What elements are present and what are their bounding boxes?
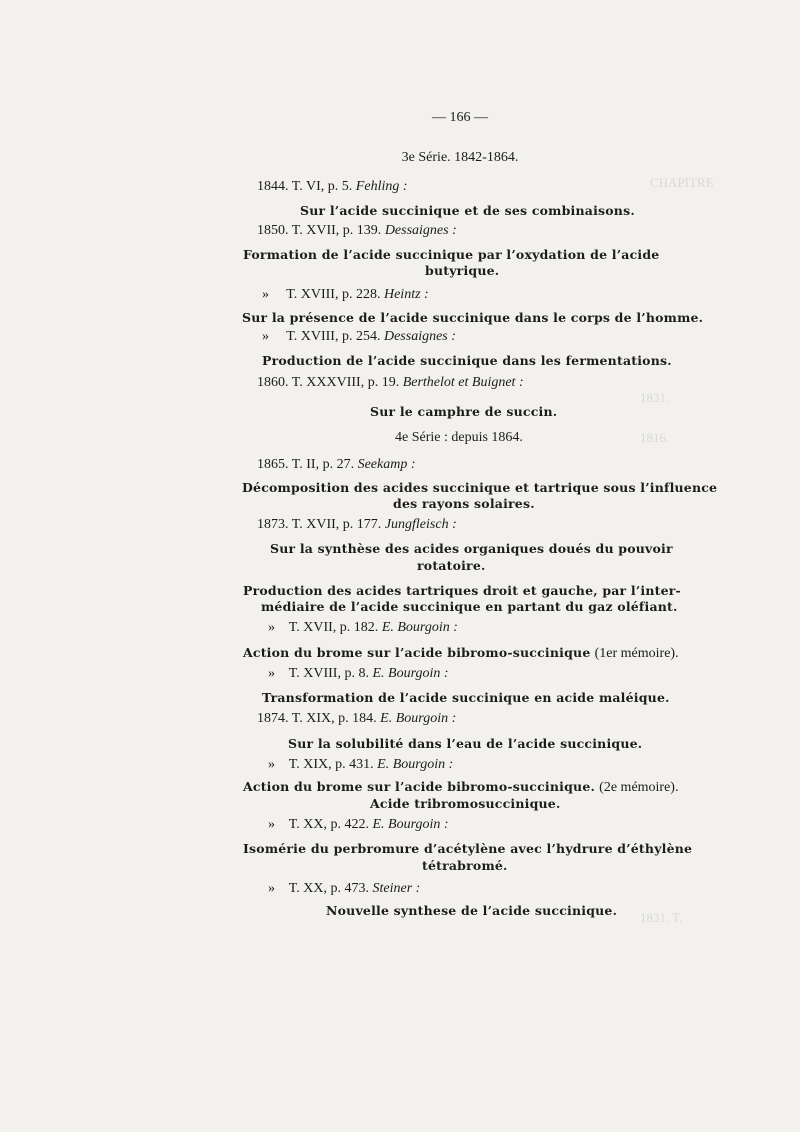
entry-author: Seekamp : [357,457,416,472]
entry-author: Dessaignes : [383,329,456,344]
entry-volume: T. XX, p. 422. [288,817,369,832]
entry-reference [262,287,429,303]
entry-volume: T. XVIII, p. 8. [288,666,369,681]
entry-title-continued: tétrabromé. [422,858,508,873]
entry-ditto: » [268,817,275,832]
entry-volume: T. XVII, p. 139. [291,223,382,238]
entry-title: Sur l’acide succinique et de ses combinaisons. [300,203,635,218]
entry-volume: T. XX, p. 473. [288,881,369,896]
entry-volume: T. XVII, p. 182. [288,620,379,635]
entry-title: Sur le camphre de succin. [370,404,558,419]
entry-title: Nouvelle synthese de l’acide succinique. [326,903,618,918]
entry-reference [257,517,457,533]
entry-volume: T. XVIII, p. 254. [286,329,381,344]
entry-reference [257,179,408,195]
entry-volume: T. XIX, p. 184. [291,711,377,726]
entry-title: Transformation de l’acide succinique en acide maléique. [262,690,670,705]
entry-ditto: » [268,881,275,896]
entry-title: Action du brome sur l’acide bibromo-succinique (1er mémoire). [243,645,679,661]
entry-title-continued: Acide tribromosuccinique. [370,796,561,811]
entry-title-continued: des rayons solaires. [393,496,535,511]
entry-volume: T. II, p. 27. [291,457,355,472]
entry-author: E. Bourgoin : [381,620,458,635]
entry-reference [257,375,524,391]
entry-author: E. Bourgoin : [372,666,449,681]
entry-reference [268,620,458,636]
entry-title: Action du brome sur l’acide bibromo-succinique. (2e mémoire). [243,779,679,795]
entry-year: 1874. [257,711,289,726]
entry-reference [262,329,456,345]
entry-ditto: » [268,757,275,772]
series-heading: 3e Série. 1842-1864. [401,150,519,165]
entry-year: 1850. [257,223,289,238]
entry-title: Production de l’acide succinique dans les fermentations. [262,353,672,368]
entry-reference [268,881,420,897]
entry-title: Décomposition des acides succinique et tartrique sous l’influence [242,480,718,495]
series-heading: 4e Série : depuis 1864. [395,430,523,445]
entry-author: Jungfleisch : [384,517,457,532]
entry-title: Production des acides tartriques droit et gauche, par l’inter- [243,583,681,598]
entry-author: E. Bourgoin : [380,711,457,726]
entry-volume: T. XVIII, p. 228. [286,287,381,302]
bleed-through-text: CHAPITRE [650,175,714,190]
entry-title: Sur la synthèse des acides organiques doués du pouvoir [270,541,673,556]
entry-title-continued: rotatoire. [417,558,486,573]
entry-title: Formation de l’acide succinique par l’oxydation de l’acide [243,247,660,262]
entry-reference [257,223,457,239]
entry-note: (2e mémoire). [599,780,679,795]
entry-title: Sur la solubilité dans l’eau de l’acide succinique. [288,736,643,751]
bleed-through-text: 1816. [640,430,670,445]
entry-reference [268,757,453,773]
page-number: — 166 — [432,110,488,125]
entry-title-continued: butyrique. [425,263,500,278]
entry-reference [268,817,449,833]
entry-author: Fehling : [355,179,408,194]
entry-author: Berthelot et Buignet : [402,375,524,390]
entry-reference [268,666,449,682]
entry-ditto: » [262,287,269,302]
entry-year: 1844. [257,179,289,194]
entry-author: Dessaignes : [384,223,457,238]
entry-year: 1873. [257,517,289,532]
entry-title-continued: médiaire de l’acide succinique en partant du gaz oléfiant. [261,599,678,614]
entry-year: 1865. [257,457,289,472]
bleed-through-text: 1831. T. [640,910,683,925]
entry-volume: T. XXXVIII, p. 19. [291,375,400,390]
entry-author: E. Bourgoin : [377,757,454,772]
bleed-through-text: 1831. [640,390,670,405]
entry-note: (1er mémoire). [594,646,679,661]
entry-ditto: » [262,329,269,344]
entry-volume: T. XIX, p. 431. [288,757,374,772]
entry-author: E. Bourgoin : [372,817,449,832]
entry-reference [257,711,456,727]
entry-year: 1860. [257,375,289,390]
entry-ditto: » [268,620,275,635]
entry-title: Isomérie du perbromure d’acétylène avec l’hydrure d’éthylène [243,841,693,856]
entry-author: Heintz : [383,287,429,302]
entry-ditto: » [268,666,275,681]
entry-volume: T. VI, p. 5. [291,179,353,194]
entry-title: Sur la présence de l’acide succinique dans le corps de l’homme. [242,310,704,325]
entry-author: Steiner : [372,881,421,896]
entry-reference [257,457,416,473]
entry-volume: T. XVII, p. 177. [291,517,382,532]
